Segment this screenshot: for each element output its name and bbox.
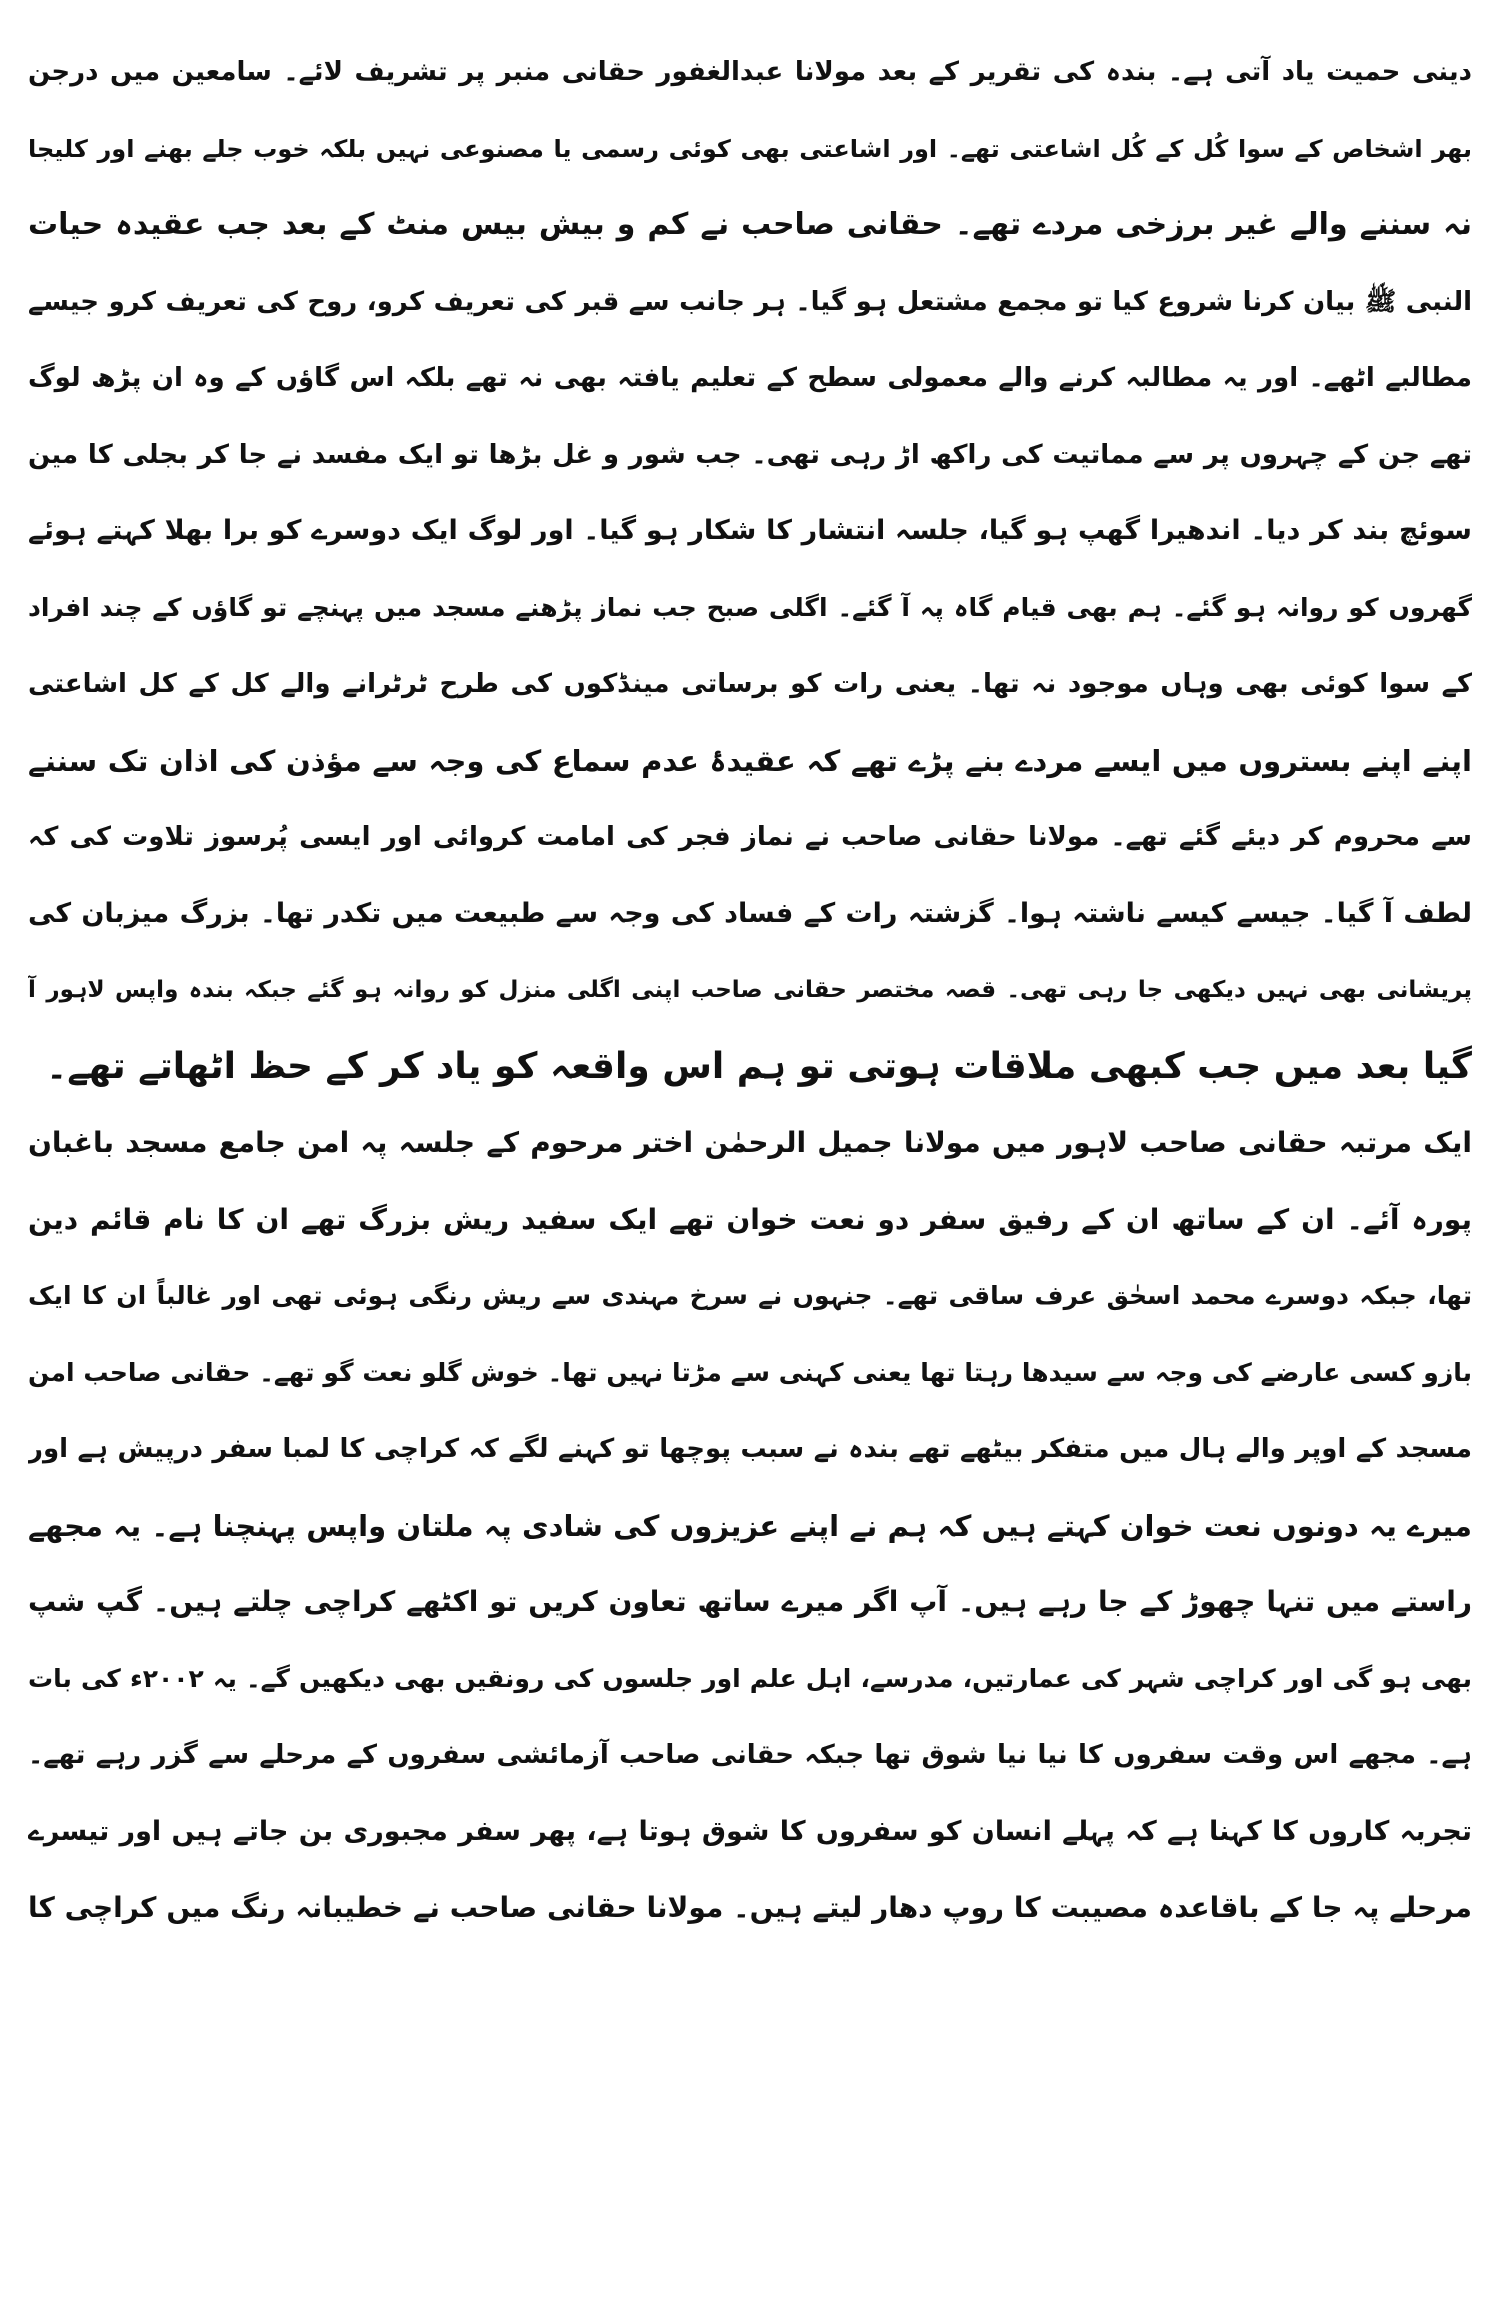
text-line: دینی حمیت یاد آتی ہے۔ بندہ کی تقریر کے بعد مولانا عبدالغفور حقانی منبر پر تشریف لائے۔ سامعین میں درجن xyxy=(28,57,1472,87)
text-line: مرحلے پہ جا کے باقاعدہ مصیبت کا روپ دھار لیتے ہیں۔ مولانا حقانی صاحب نے خطیبانہ رنگ میں کراچی کا xyxy=(28,1891,1472,1924)
text-line: ہے۔ مجھے اس وقت سفروں کا نیا نیا شوق تھا جبکہ حقانی صاحب آزمائشی سفروں کے مرحلے سے گزر رہے تھے۔ xyxy=(28,1740,1472,1770)
text-line: بازو کسی عارضے کی وجہ سے سیدھا رہتا تھا یعنی کہنی سے مڑتا نہیں تھا۔ خوش گلو نعت گو تھے۔ حقانی صاحب امن xyxy=(28,1357,1472,1387)
text-line: نہ سننے والے غیر برزخی مردے تھے۔ حقانی صاحب نے کم و بیش بیس منٹ کے بعد جب عقیدہ حیات xyxy=(28,207,1472,242)
text-line: بھی ہو گی اور کراچی شہر کی عمارتیں، مدرسے، اہل علم اور جلسوں کی رونقیں بھی دیکھیں گے۔ یہ ۲۰۰۲ء کی بات xyxy=(28,1663,1472,1693)
text-line: گھروں کو روانہ ہو گئے۔ ہم بھی قیام گاہ پہ آ گئے۔ اگلی صبح جب نماز پڑھنے مسجد میں پہنچے تو گاؤں کے چند افراد xyxy=(28,592,1472,622)
article-body xyxy=(28,34,1472,2274)
text-line: تجربہ کاروں کا کہنا ہے کہ پہلے انسان کو سفروں کا شوق ہوتا ہے، پھر سفر مجبوری بن جاتے ہیں اور تیسرے xyxy=(28,1815,1472,1847)
text-line: مسجد کے اوپر والے ہال میں متفکر بیٹھے تھے بندہ نے سبب پوچھا تو کہنے لگے کہ کراچی کا لمبا سفر درپیش ہے اور xyxy=(28,1434,1472,1464)
text-line: تھے جن کے چہروں پر سے مماتیت کی راکھ اڑ رہی تھی۔ جب شور و غل بڑھا تو ایک مفسد نے جا کر بجلی کا مین xyxy=(28,439,1472,470)
text-line: ایک مرتبہ حقانی صاحب لاہور میں مولانا جمیل الرحمٰن اختر مرحوم کے جلسہ پہ امن جامع مسجد باغبان xyxy=(28,1126,1472,1159)
text-line: کے سوا کوئی بھی وہاں موجود نہ تھا۔ یعنی رات کو برساتی مینڈکوں کی طرح ٹرٹرانے والے کل کے کل اشاعتی xyxy=(28,669,1472,699)
text-line: پریشانی بھی نہیں دیکھی جا رہی تھی۔ قصہ مختصر حقانی صاحب اپنی اگلی منزل کو روانہ ہو گئے جبکہ بندہ واپس لاہور آ xyxy=(28,977,1472,1003)
text-line: سے محروم کر دیئے گئے تھے۔ مولانا حقانی صاحب نے نماز فجر کی امامت کروائی اور ایسی پُرسوز تلاوت کی کہ xyxy=(28,822,1472,852)
text-line: مطالبے اٹھے۔ اور یہ مطالبہ کرنے والے معمولی سطح کے تعلیم یافتہ بھی نہ تھے بلکہ اس گاؤں کے وہ ان پڑھ لوگ xyxy=(28,363,1472,393)
text-line: سوئچ بند کر دیا۔ اندھیرا گھپ ہو گیا، جلسہ انتشار کا شکار ہو گیا۔ اور لوگ ایک دوسرے کو برا بھلا کہتے ہوئے xyxy=(28,515,1472,546)
text-line: تھا، جبکہ دوسرے محمد اسحٰق عرف ساقی تھے۔ جنہوں نے سرخ مہندی سے ریش رنگی ہوئی تھی اور غالباً ان کا ایک xyxy=(28,1281,1472,1310)
text-line: میرے یہ دونوں نعت خوان کہتے ہیں کہ ہم نے اپنے عزیزوں کی شادی پہ ملتان واپس پہنچنا ہے۔ یہ مجھے xyxy=(28,1508,1472,1543)
text-line: اپنے اپنے بستروں میں ایسے مردے بنے پڑے تھے کہ عقیدۂ عدم سماع کی وجہ سے مؤذن کی اذان تک سننے xyxy=(28,743,1472,778)
text-line: لطف آ گیا۔ جیسے کیسے ناشتہ ہوا۔ گزشتہ رات کے فساد کی وجہ سے طبیعت میں تکدر تھا۔ بزرگ میزبان کی xyxy=(28,897,1472,929)
text-line: پورہ آئے۔ ان کے ساتھ ان کے رفیق سفر دو نعت خوان تھے ایک سفید ریش بزرگ تھے ان کا نام قائم دین xyxy=(28,1202,1472,1236)
text-line: النبی ﷺ بیان کرنا شروع کیا تو مجمع مشتعل ہو گیا۔ ہر جانب سے قبر کی تعریف کرو، روح کی تعریف کرو جیسے xyxy=(28,286,1472,317)
paragraph-end-line: گیا بعد میں جب کبھی ملاقات ہوتی تو ہم اس واقعہ کو یاد کر کے حظ اٹھاتے تھے۔ xyxy=(46,1045,1472,1087)
text-line: بھر اشخاص کے سوا کُل کے کُل اشاعتی تھے۔ اور اشاعتی بھی کوئی رسمی یا مصنوعی نہیں بلکہ خوب جلے بھنے اور کلیجا xyxy=(28,134,1472,163)
text-line: راستے میں تنہا چھوڑ کے جا رہے ہیں۔ آپ اگر میرے ساتھ تعاون کریں تو اکٹھے کراچی چلتے ہیں۔ گپ شپ xyxy=(28,1585,1472,1618)
